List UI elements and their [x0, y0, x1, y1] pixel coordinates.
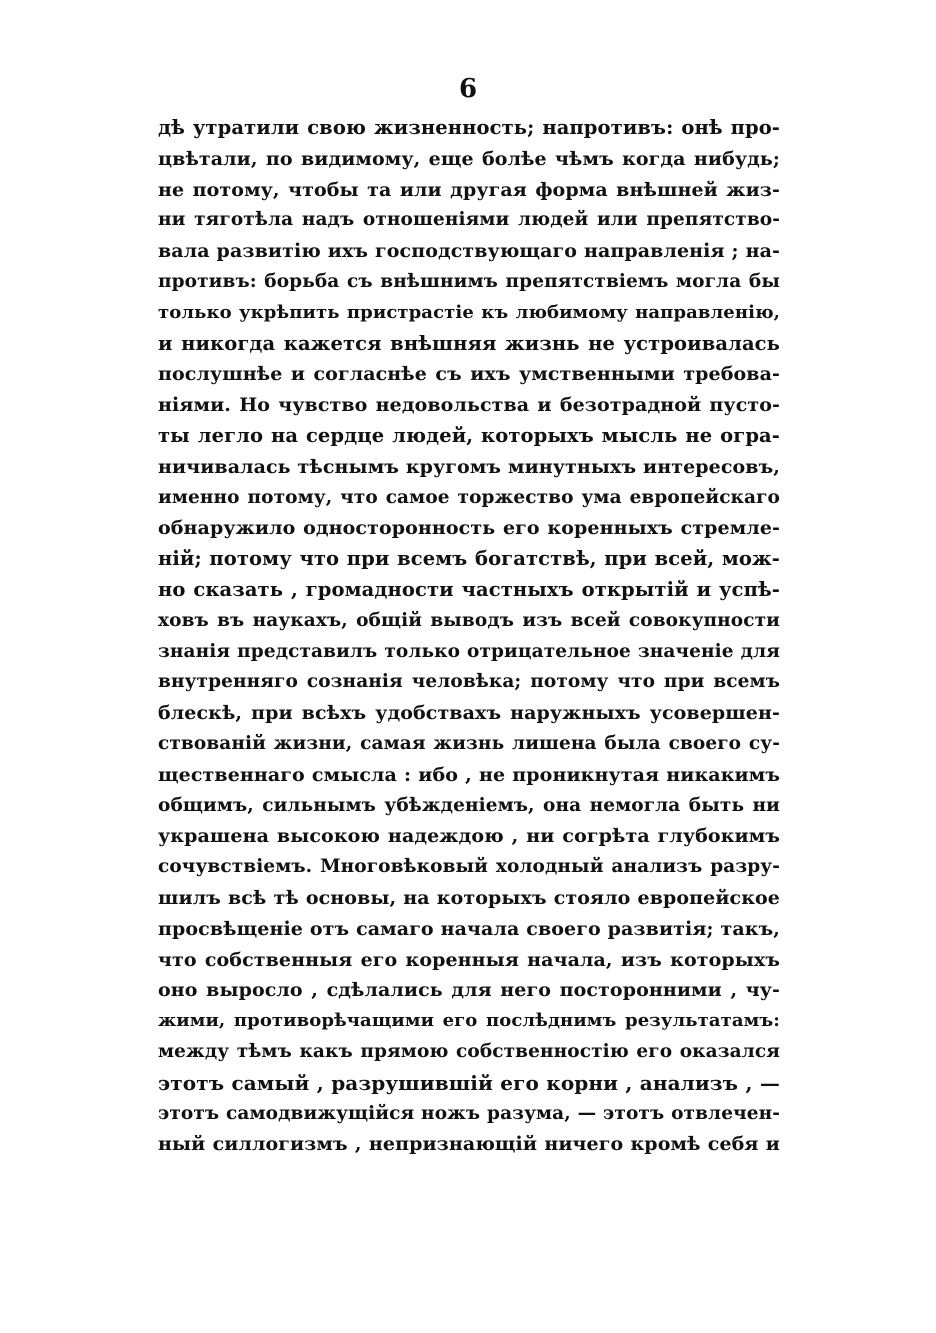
text-line: вала развитію ихъ господствующаго направленія ; на- [158, 240, 780, 263]
text-line: ничивалась тѣснымъ кругомъ минутныхъ интересовъ, [158, 455, 780, 478]
text-line: оно выросло , сдѣлались для него посторонними , чу- [158, 979, 780, 1002]
text-line: этотъ самодвижущійся ножъ разума, — этотъ отвлечен- [158, 1102, 780, 1124]
text-line: и никогда кажется внѣшняя жизнь не устроивалась [158, 331, 780, 355]
text-line: сочувствіемъ. Многовѣковый холодный анализъ разру- [158, 856, 780, 878]
text-line: ни тяготѣла надъ отношеніями людей или препятство- [158, 209, 780, 231]
text-line: но сказать , громадности частныхъ открытій и успѣ- [158, 577, 780, 601]
body-text [158, 113, 780, 1160]
text-line: дѣ утратили свою жизненность; напротивъ: онѣ про- [158, 116, 780, 139]
text-line: только укрѣпить пристрастіе къ любимому направленію, [158, 301, 780, 323]
text-line: ніями. Но чувство недовольства и безотрадной пусто- [158, 394, 780, 417]
text-line: украшена высокою надеждою , ни согрѣта глубокимъ [158, 825, 780, 848]
text-line: послушнѣе и согласнѣе съ ихъ умственными требова- [158, 363, 780, 386]
text-line: ній; потому что при всемъ богатствѣ, при всей, мож- [158, 547, 780, 571]
text-line: ствованій жизни, самая жизнь лишена была своего су- [158, 732, 780, 754]
text-line: что собственныя его коренныя начала, изъ которыхъ [158, 948, 780, 971]
page-number: 6 [458, 74, 478, 104]
text-line: знанія представилъ только отрицательное значеніе для [158, 640, 780, 662]
text-line: щественнаго смысла : ибо , не проникнутая никакимъ [158, 763, 780, 786]
text-line: общимъ, сильнымъ убѣжденіемъ, она немогла быть ни [158, 794, 780, 816]
text-line: именно потому, что самое торжество ума европейскаго [158, 486, 780, 508]
text-line: шилъ всѣ тѣ основы, на которыхъ стояло европейское [158, 886, 780, 909]
text-line: внутренняго сознанія человѣка; потому что при всемъ [158, 671, 780, 693]
text-line: ты легло на сердце людей, которыхъ мысль не огра- [158, 423, 780, 447]
text-line: обнаружило односторонность его коренныхъ стремле- [158, 517, 780, 540]
text-line: ховъ въ наукахъ, общій выводъ изъ всей совокупности [158, 609, 780, 631]
text-line: не потому, чтобы та или другая форма внѣшней жиз- [158, 178, 780, 201]
text-line: между тѣмъ какъ прямою собственностію его оказался [158, 1040, 780, 1062]
text-line: просвѣщеніе отъ самаго начала своего развитія; такъ, [158, 917, 780, 940]
text-line: этотъ самый , разрушившій его корни , анализъ , — [158, 1070, 780, 1095]
text-line: ный силлогизмъ , непризнающій ничего кромѣ себя и [158, 1133, 780, 1156]
text-line: жими, противорѣчащими его послѣднимъ результатамъ: [158, 1010, 780, 1032]
text-line: блескѣ, при всѣхъ удобствахъ наружныхъ усовершен- [158, 702, 780, 725]
text-line: противъ: борьба съ внѣшнимъ препятствіемъ могла бы [158, 270, 780, 292]
text-line: цвѣтали, по видимому, еще болѣе чѣмъ когда нибудь; [158, 147, 780, 170]
